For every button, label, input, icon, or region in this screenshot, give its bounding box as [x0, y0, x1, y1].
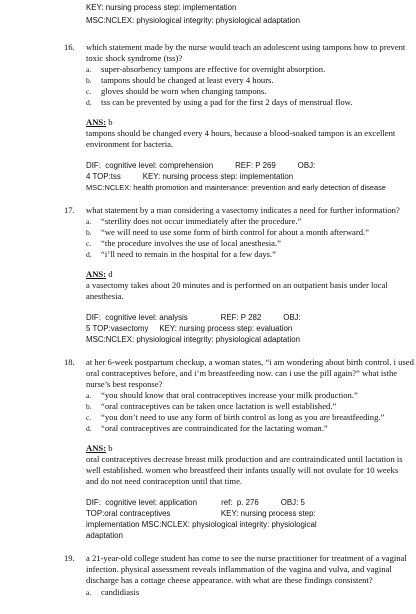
- question-stem-line: which statement made by the nurse would teach an adolescent using tampons how to prevent: [86, 42, 406, 52]
- rationale-line: tampons should be changed every 4 hours, because a blood-soaked tampon is an excellent: [86, 128, 396, 138]
- top-key-line: KEY: nursing process step: implementation: [86, 3, 237, 12]
- meta-line: adaptation: [86, 531, 123, 540]
- top-msc-line: MSC:NCLEX: physiological integrity: physiological adaptation: [86, 16, 301, 25]
- meta-line: DIF: cognitive level: application ref: p. 276 OBJ: 5: [86, 498, 305, 507]
- option-letter: b.: [86, 228, 92, 237]
- rationale-line: anesthesia.: [86, 291, 124, 301]
- option-text: “you should know that oral contraceptives increase your milk production.”: [101, 390, 358, 400]
- option-text: super-absorbency tampons are effective for overnight absorption.: [101, 64, 326, 74]
- rationale-line: environment for bacteria.: [86, 139, 174, 149]
- option-letter: b.: [86, 76, 92, 85]
- option-letter: a.: [86, 391, 92, 400]
- option-text: candidiasis: [101, 587, 140, 597]
- answer-line: [86, 443, 113, 454]
- option-letter: b.: [86, 402, 92, 411]
- option-letter: a.: [86, 65, 92, 74]
- answer-label: ANS:: [86, 269, 107, 279]
- option-letter: c.: [86, 239, 92, 248]
- option-letter: c.: [86, 87, 92, 96]
- option-letter: d.: [86, 424, 92, 433]
- question-stem-line: infection. physical assessment reveals inflammation of the vagina and vulva, and vaginal: [86, 564, 392, 574]
- option-letter: d.: [86, 98, 92, 107]
- meta-line: 5 TOP:vasectomy KEY: nursing process step: evaluation: [86, 324, 293, 333]
- option-text: gloves should be worn when changing tampons.: [101, 86, 267, 96]
- option-letter: a.: [86, 217, 92, 226]
- answer-label: ANS:: [86, 117, 107, 127]
- option-letter: a.: [86, 588, 92, 597]
- option-letter: c.: [86, 413, 92, 422]
- meta-line: implementation MSC:NCLEX: physiological integrity: physiological: [86, 520, 317, 529]
- option-letter: d.: [86, 250, 92, 259]
- answer-value: b: [108, 443, 113, 453]
- question-number: 18.: [64, 357, 75, 367]
- meta-line: TOP:oral contraceptives KEY: nursing process step:: [86, 509, 316, 518]
- option-text: “you don’t need to use any form of birth control as long as you are breastfeeding.”: [101, 412, 385, 422]
- option-text: “the procedure involves the use of local anesthesia.”: [101, 238, 281, 248]
- question-number: 19.: [64, 553, 75, 563]
- question-stem-line: a 21-year-old college student has come to see the nurse practitioner for treatment of a vaginal: [86, 553, 407, 563]
- option-text: “sterility does not occur immediately after the procedure.”: [101, 216, 302, 226]
- question-stem-line: nurse’s best response?: [86, 379, 163, 389]
- meta-line: DIF: cognitive level: analysis REF: P 282 OBJ:: [86, 313, 301, 322]
- question-stem-line: toxic shock syndrome (tss)?: [86, 53, 183, 63]
- question-stem-line: oral contraceptives before, and i’m breastfeeding now. can i use the pill again?” what isthe: [86, 368, 398, 378]
- meta-line: DIF: cognitive level: comprehension REF: P 269 OBJ:: [86, 161, 316, 170]
- option-text: “we will need to use some form of birth control for about a month afterward.”: [101, 227, 369, 237]
- question-number: 16.: [64, 42, 75, 52]
- answer-line: [86, 117, 113, 128]
- answer-value: d: [108, 269, 113, 279]
- meta-line: MSC:NCLEX: health promotion and maintenance: prevention and early detection of disease: [86, 183, 386, 192]
- option-text: “i’ll need to remain in the hospital for a few days.”: [101, 249, 276, 259]
- option-text: tampons should be changed at least every 4 hours.: [101, 75, 274, 85]
- rationale-line: a vasectomy takes about 20 minutes and is performed on an outpatient basis under local: [86, 280, 388, 290]
- meta-line: 4 TOP:tss KEY: nursing process step: implementation: [86, 172, 294, 181]
- rationale-line: well established. women who breastfeed their infants usually will not ovulate for 10 weeks: [86, 465, 399, 475]
- question-stem-line: discharge has a cottage cheese appearance. with what are these findings consistent?: [86, 575, 373, 585]
- meta-line: MSC:NCLEX: physiological integrity: physiological adaptation: [86, 335, 301, 344]
- option-text: “oral contraceptives are contraindicated for the lactating woman.”: [101, 423, 328, 433]
- question-stem-line: what statement by a man considering a vasectomy indicates a need for further information?: [86, 205, 400, 215]
- rationale-line: oral contraceptives decrease breast milk production and are contraindicated until lactation is: [86, 454, 403, 464]
- question-number: 17.: [64, 205, 75, 215]
- option-text: tss can be prevented by using a pad for the first 2 days of menstrual flow.: [101, 97, 353, 107]
- option-text: “oral contraceptives can be taken once lactation is well established.”: [101, 401, 337, 411]
- answer-label: ANS:: [86, 443, 107, 453]
- answer-value: b: [108, 117, 113, 127]
- rationale-line: and do not need contraception until that time.: [86, 476, 243, 486]
- answer-line: [86, 269, 113, 280]
- question-stem-line: at her 6-week postpartum checkup, a woman states, “i am wondering about birth control. i used: [86, 357, 414, 367]
